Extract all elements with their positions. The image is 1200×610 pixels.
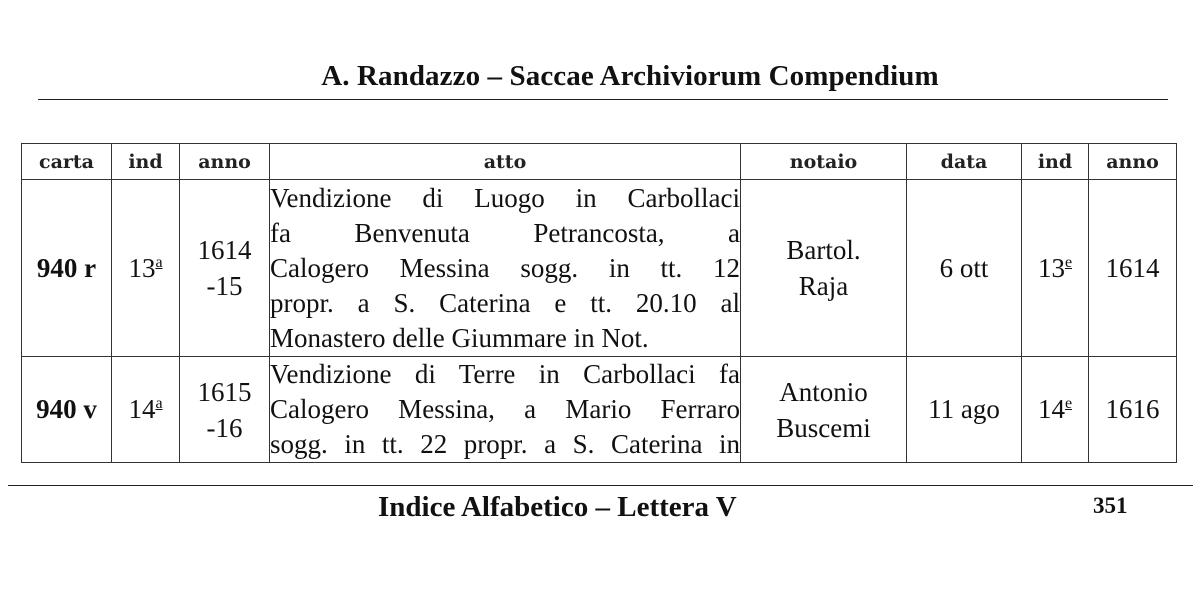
records-table <box>21 143 1177 463</box>
header-rule <box>38 99 1168 100</box>
table-row <box>22 180 1177 357</box>
column-header-anno-2: anno <box>1089 144 1177 180</box>
column-header-data: data <box>907 144 1022 180</box>
column-header-notaio: notaio <box>741 144 907 180</box>
ind-number: 13 <box>1037 252 1065 283</box>
cell-ind-2 <box>1022 357 1089 463</box>
atto-line: Vendizione di Terre in Carbollaci fa <box>270 359 740 389</box>
notaio-line: Buscemi <box>776 412 871 443</box>
anno-line: -15 <box>206 271 243 301</box>
anno-line: -16 <box>206 412 243 443</box>
cell-data: 6 ott <box>907 180 1022 357</box>
cell-ind <box>112 357 180 463</box>
anno-line: 1615 <box>197 376 252 407</box>
cell-anno-2: 1614 <box>1089 180 1177 357</box>
cell-anno <box>180 180 270 357</box>
cell-ind <box>112 180 180 357</box>
atto-line: sogg. in tt. 22 propr. a S. Caterina in <box>270 429 740 459</box>
atto-line: fa Benvenuta Petrancosta, a <box>270 217 740 248</box>
column-header-anno: anno <box>180 144 270 180</box>
cell-atto <box>270 180 741 357</box>
cell-anno <box>180 357 270 463</box>
cell-notaio <box>741 180 907 357</box>
notaio-line: Antonio <box>779 376 868 407</box>
column-header-ind: ind <box>112 144 180 180</box>
ind-number: 14 <box>128 394 156 424</box>
cell-carta: 940 v <box>22 357 112 463</box>
atto-line: Vendizione di Luogo in Carbollaci <box>270 182 740 213</box>
cell-carta: 940 r <box>22 180 112 357</box>
cell-atto <box>270 357 741 463</box>
ind-ordinal: a <box>155 253 163 271</box>
table-header-row <box>22 144 1177 180</box>
cell-notaio <box>741 357 907 463</box>
page-number: 351 <box>1093 493 1128 518</box>
column-header-carta: carta <box>22 144 112 180</box>
cell-anno-2: 1616 <box>1089 357 1177 463</box>
page-header-title: A. Randazzo – Saccae Archiviorum Compendium <box>321 60 939 92</box>
atto-line: Calogero Messina sogg. in tt. 12 <box>270 252 740 283</box>
atto-line: Monastero delle Giummare in Not. <box>270 322 649 353</box>
table-row <box>22 357 1177 463</box>
cell-ind-2 <box>1022 180 1089 357</box>
ind-ordinal: e <box>1064 253 1073 271</box>
notaio-line: Raja <box>798 271 849 301</box>
ind-number: 13 <box>128 252 156 283</box>
notaio-line: Bartol. <box>786 235 861 265</box>
cell-data: 11 ago <box>907 357 1022 463</box>
atto-line: propr. a S. Caterina e tt. 20.10 al <box>270 287 740 318</box>
column-header-ind-2: ind <box>1022 144 1089 180</box>
column-header-atto: atto <box>270 144 741 180</box>
atto-line: Calogero Messina, a Mario Ferraro <box>270 394 740 424</box>
ind-ordinal: e <box>1064 395 1073 412</box>
ind-ordinal: a <box>155 395 163 412</box>
footer-rule <box>8 485 1193 486</box>
anno-line: 1614 <box>197 235 252 265</box>
footer-title: Indice Alfabetico – Lettera V <box>378 491 737 523</box>
ind-number: 14 <box>1037 394 1065 424</box>
